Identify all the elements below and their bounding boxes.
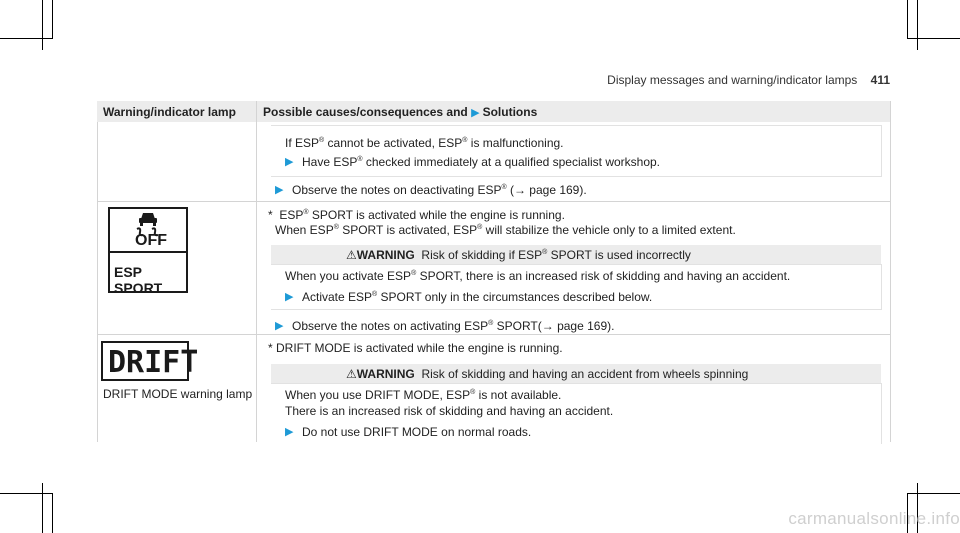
row3-line2: There is an increased risk of skidding and having an accident.	[285, 404, 614, 418]
row2-step1: Activate ESP® SPORT only in the circumstances described below.	[302, 290, 653, 304]
drift-caption: DRIFT MODE warning lamp	[103, 387, 253, 401]
row3-star-line: * DRIFT MODE is activated while the engine is running.	[268, 341, 563, 355]
step-arrow-icon: ▶	[275, 320, 284, 332]
row2-warning: ⚠WARNING Risk of skidding if ESP® SPORT is used incorrectly	[346, 248, 691, 262]
play-arrow-icon: ▶	[471, 107, 480, 119]
drift-lamp	[101, 341, 199, 381]
page-number: 411	[870, 73, 890, 87]
crop-mark	[0, 38, 53, 39]
col1-header: Warning/indicator lamp	[103, 105, 236, 119]
crop-mark	[0, 493, 53, 494]
crop-mark	[907, 38, 960, 39]
crop-mark	[907, 493, 960, 494]
row3-warning: ⚠WARNING Risk of skidding and having an accident from wheels spinning	[346, 367, 749, 381]
warning-icon: ⚠	[346, 367, 357, 381]
row2-line2: When ESP® SPORT is activated, ESP® will stabilize the vehicle only to a limited extent.	[275, 223, 736, 237]
step-arrow-icon: ▶	[275, 184, 284, 196]
table-header	[97, 101, 890, 122]
row1-step2: Observe the notes on deactivating ESP® (→ page 169).	[292, 183, 587, 197]
row2-star-line: * ESP® SPORT is activated while the engine is running.	[268, 208, 565, 222]
row3-step1: Do not use DRIFT MODE on normal roads.	[302, 425, 532, 439]
table-rule	[97, 122, 98, 442]
lamp-off-label: OFF	[135, 232, 167, 249]
esp-off-lamp	[108, 207, 188, 253]
step-arrow-icon: ▶	[285, 156, 294, 168]
step-arrow-icon: ▶	[285, 426, 294, 438]
crop-mark	[42, 483, 43, 533]
crop-mark	[917, 0, 918, 50]
col2-header: Possible causes/consequences and ▶ Solutions	[263, 105, 538, 119]
row3-line1: When you use DRIFT MODE, ESP® is not available.	[285, 388, 562, 402]
watermark: carmanualsonline.info	[788, 509, 960, 528]
esp-sport-lamp	[108, 251, 188, 296]
crop-mark	[42, 0, 43, 50]
row1-step1: Have ESP® checked immediately at a qualified specialist workshop.	[302, 155, 661, 169]
row2-body: When you activate ESP® SPORT, there is an increased risk of skidding and having an accident.	[285, 269, 791, 283]
crop-mark	[52, 0, 53, 38]
table-rule	[97, 201, 891, 202]
crop-mark	[907, 0, 908, 38]
header-title: Display messages and warning/indicator lamps	[607, 73, 858, 87]
running-header	[607, 73, 890, 87]
lamp-esp-sport-label: ESP SPORT	[114, 264, 163, 296]
table-rule	[97, 334, 891, 335]
warning-icon: ⚠	[346, 248, 357, 262]
row2-step2: Observe the notes on activating ESP® SPORT(→ page 169).	[292, 319, 615, 333]
table-rule	[890, 101, 891, 442]
step-arrow-icon: ▶	[285, 291, 294, 303]
table-rule	[256, 101, 257, 442]
crop-mark	[52, 493, 53, 533]
drift-lamp-label: DRIFT	[108, 345, 199, 380]
row1-line1: If ESP® cannot be activated, ESP® is malfunctioning.	[285, 136, 564, 150]
